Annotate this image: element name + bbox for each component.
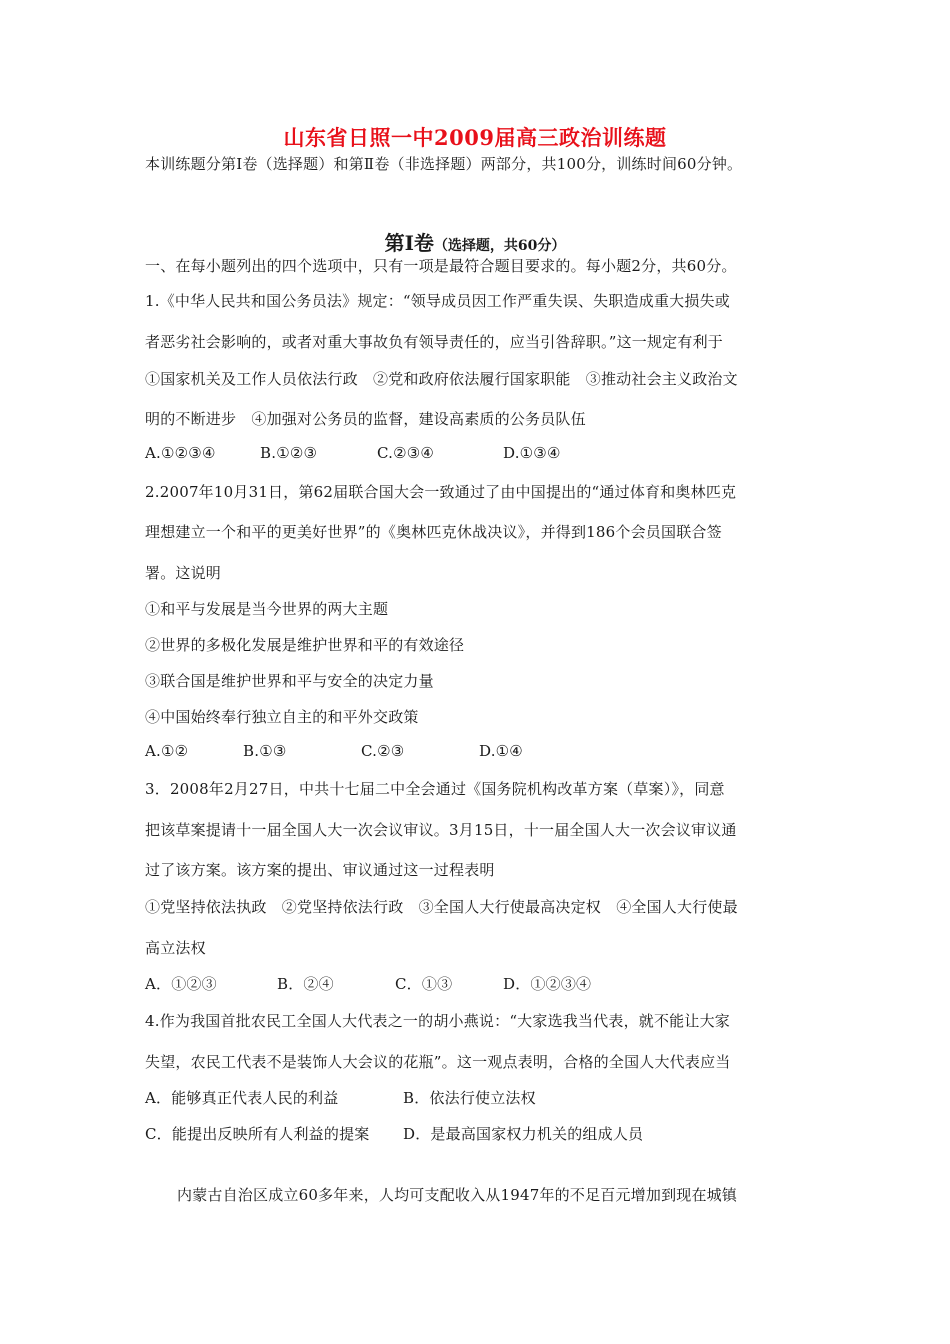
- q3-options: [145, 973, 591, 994]
- q3-line-3: 过了该方案。该方案的提出、审议通过这一过程表明: [145, 861, 495, 879]
- q1-line-2: 者恶劣社会影响的，或者对重大事故负有领导责任的，应当引咎辞职。”这一规定有利于: [145, 333, 723, 351]
- q4-option-d: D．是最高国家权力机关的组成人员: [403, 1125, 644, 1143]
- q3-option-b: B．②④: [277, 975, 334, 993]
- section-heading-note: （选择题，共60分）: [433, 238, 566, 254]
- q1-options: [145, 444, 561, 462]
- passage-line-1: 内蒙古自治区成立60多年来，人均可支配收入从1947年的不足百元增加到现在城镇: [177, 1186, 738, 1204]
- q3-line-4: ①党坚持依法执政 ②党坚持依法行政 ③全国人大行使最高决定权 ④全国人大行使最: [145, 898, 738, 916]
- q4-options-row-1: [145, 1087, 536, 1108]
- q3-line-2: 把该草案提请十一届全国人大一次会议审议。3月15日，十一届全国人大一次会议审议通: [145, 821, 737, 839]
- q2-item-2: ②世界的多极化发展是维护世界和平的有效途径: [145, 636, 465, 654]
- q2-option-d: D.①④: [479, 742, 523, 760]
- q1-line-3: ①国家机关及工作人员依法行政 ②党和政府依法履行国家职能 ③推动社会主义政治文: [145, 370, 738, 388]
- section-heading-main: 第Ⅰ卷: [384, 231, 434, 255]
- q1-option-a: A.①②③④: [145, 444, 216, 462]
- q4-option-b: B．依法行使立法权: [403, 1089, 536, 1107]
- q2-option-b: B.①③: [243, 742, 287, 760]
- instruction: 一、在每小题列出的四个选项中，只有一项是最符合题目要求的。每小题2分，共60分。: [145, 257, 737, 275]
- q2-line-2: 理想建立一个和平的更美好世界”的《奥林匹克休战决议》，并得到186个会员国联合签: [145, 523, 722, 541]
- document-title: 山东省日照一中2009届高三政治训练题: [283, 125, 667, 150]
- q2-item-3: ③联合国是维护世界和平与安全的决定力量: [145, 672, 434, 690]
- q1-option-b: B.①②③: [260, 444, 318, 462]
- q1-option-c: C.②③④: [377, 444, 435, 462]
- q3-line-5: 高立法权: [145, 939, 206, 957]
- q2-line-3: 署。这说明: [145, 564, 222, 582]
- q3-option-c: C．①③: [395, 975, 453, 993]
- q2-item-1: ①和平与发展是当今世界的两大主题: [145, 600, 389, 618]
- q2-item-4: ④中国始终奉行独立自主的和平外交政策: [145, 708, 419, 726]
- q4-option-a: A．能够真正代表人民的利益: [145, 1089, 339, 1107]
- q2-options: [145, 742, 523, 760]
- q2-line-1: 2.2007年10月31日，第62届联合国大会一致通过了由中国提出的“通过体育和奥林匹克: [145, 483, 737, 501]
- q1-option-d: D.①③④: [503, 444, 561, 462]
- q3-line-1: 3．2008年2月27日，中共十七届二中全会通过《国务院机构改革方案（草案）》，同意: [145, 780, 725, 798]
- q1-line-4: 明的不断进步 ④加强对公务员的监督，建设高素质的公务员队伍: [145, 410, 586, 428]
- q3-option-d: D．①②③④: [503, 975, 592, 993]
- q4-line-2: 失望，农民工代表不是装饰人大会议的花瓶”。这一观点表明，合格的全国人大代表应当: [145, 1053, 731, 1071]
- document-subtitle: 本训练题分第Ⅰ卷（选择题）和第Ⅱ卷（非选择题）两部分，共100分，训练时间60分钟。: [145, 155, 743, 173]
- q2-option-a: A.①②: [145, 742, 189, 760]
- q2-option-c: C.②③: [361, 742, 405, 760]
- q4-options-row-2: [145, 1123, 643, 1144]
- q1-line-1: 1.《中华人民共和国公务员法》规定：“领导成员因工作严重失误、失职造成重大损失或: [145, 292, 730, 310]
- q4-option-c: C．能提出反映所有人利益的提案: [145, 1125, 370, 1143]
- section-heading: [0, 227, 950, 256]
- q4-line-1: 4.作为我国首批农民工全国人大代表之一的胡小燕说：“大家选我当代表，就不能让大家: [145, 1012, 730, 1030]
- q3-option-a: A．①②③: [145, 975, 217, 993]
